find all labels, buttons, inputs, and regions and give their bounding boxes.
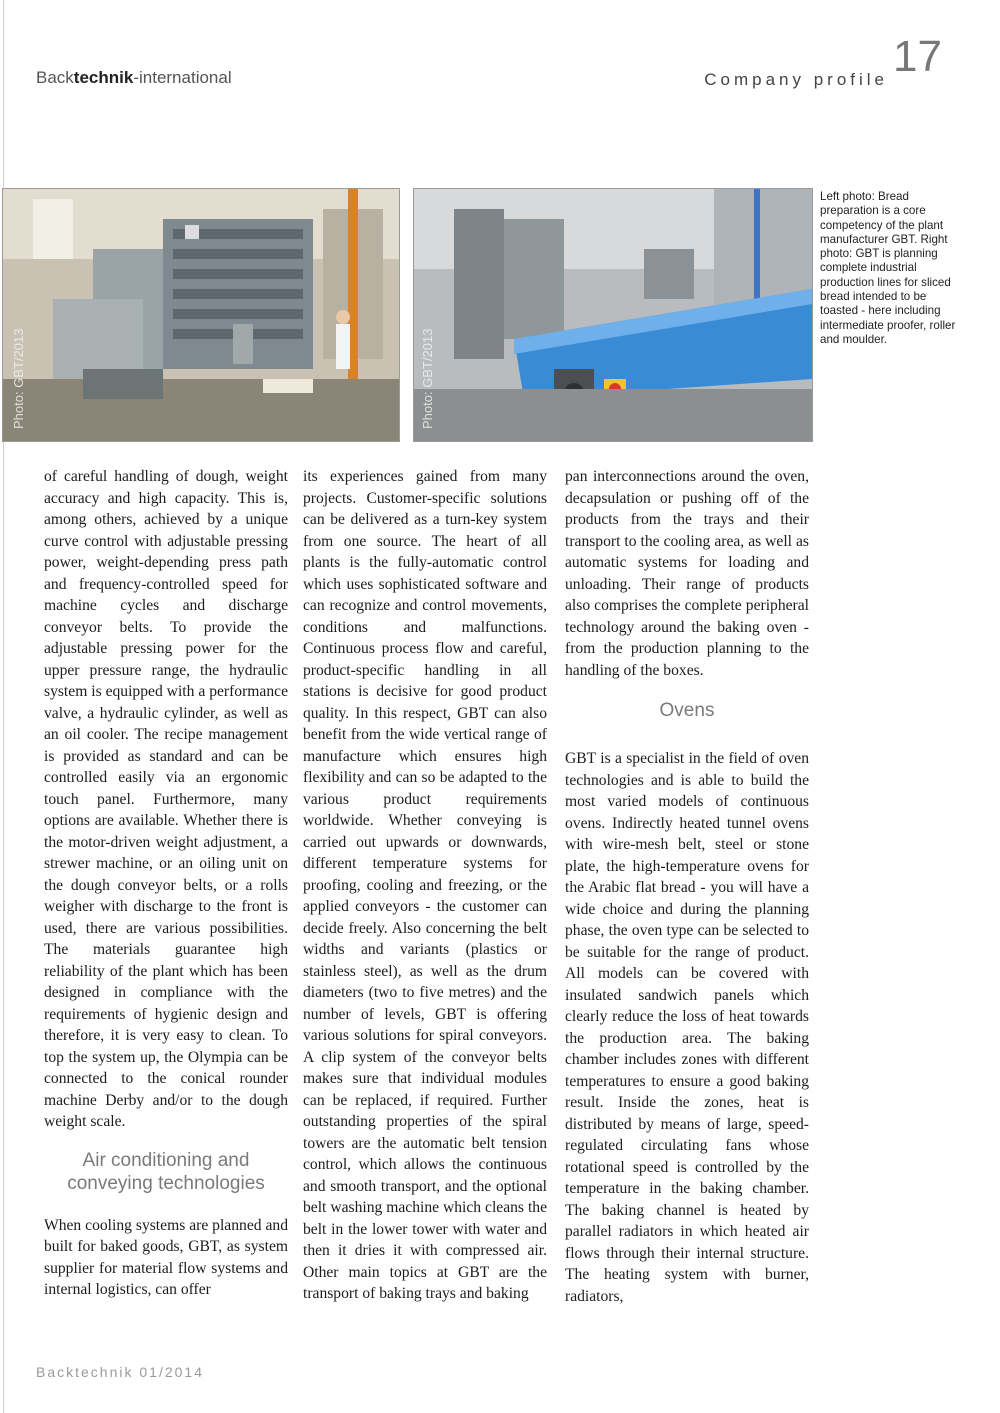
bakery-machine-illustration [3, 189, 399, 441]
column1-paragraph-1: of careful handling of dough, weight accuracy and high capacity. This is, among others, achieved by a unique curve control with adjustable pressing power, weight-depending press path and frequency-controlled speed for machine cycles and discharge conveyor belts. To provide the adjustable pressing power for the upper pressure range, the hydraulic system is equipped with a performance valve, a hydraulic cylinder, as well as an oil cooler. The recipe management is provided as standard and can be controlled easily via an ergonomic touch panel. Furthermore, many options are available. Whether there is the motor-driven weight adjustment, a strewer machine, or an oiling unit on the dough conveyor belts, or a rolls weigher with discharge to the front is used, there are various possibilities. The materials guarantee high reliability of the plant which has been designed in compliance with the requirements of hygienic design and therefore, it is very easy to clean. To top the system up, the Olympia can be connected to the conical rounder machine Derby and/or to the dough weight scale. [44, 468, 288, 1130]
heading-ovens: Ovens [659, 700, 715, 721]
brand-prefix: Back [36, 68, 74, 87]
text-column-1 [44, 466, 288, 1301]
production-line-illustration [414, 189, 812, 441]
photo-caption: Left photo: Bread preparation is a core competency of the plant manufacturer GBT. Right photo: GBT is planning complete industrial production lines for sliced bread intended to be toasted - here including intermediate proofer, roller and moulder. [820, 190, 956, 346]
brand-suffix: -international [133, 68, 232, 87]
column3-paragraph-2: GBT is a specialist in the field of oven technologies and is able to build the most varied models of continuous ovens. Indirectly heated tunnel ovens with wire-mesh belt, steel or stone plate, the high-temperature ovens for the Arabic flat bread - you will have a wide choice and during the planning phase, the oven type can be selected to be suitable for the range of product. All models can be covered with insulated sandwich panels which clearly reduce the loss of heat towards the production area. The baking chamber includes zones with different temperatures to ensure a good baking result. Inside the zones, heat is distributed by means of large, speed-regulated circulating fans whose rotational speed is controlled by the temperature in the baking chamber. The baking channel is heated by parallel radiators in which heated air flows through their internal structure. The heating system with burner, radiators, [565, 750, 809, 1305]
section-label: Company profile [704, 70, 888, 89]
column1-paragraph-2: When cooling systems are planned and built for baked goods, GBT, as system supplier for material flow systems and internal logistics, can offer [44, 1216, 288, 1298]
issue-footer: Backtechnik 01/2014 [36, 1364, 204, 1380]
page-number: 17 [893, 32, 942, 81]
photo-bread-preparation [2, 188, 400, 442]
text-column-2 [303, 466, 547, 1305]
magazine-masthead [36, 68, 232, 88]
column2-paragraph-1: its experiences gained from many projects. Customer-specific solutions can be delivered as a turn-key system from one source. The heart of all plants is the fully-automatic control which uses sophisticated software and can recognize and control movements, conditions and malfunctions. Continuous process flow and careful, product-specific handling in all stations is decisive for good product quality. In this respect, GBT can also benefit from the wide vertical range of manufacture which ensures high flexibility and can so be adapted to the various product requirements worldwide. Whether conveying is carried out upwards or downwards, different temperature systems for proofing, cooling and freezing, or the applied conveyors - the customer can decide freely. Also concerning the belt widths and variants (plastics or stainless steel), as well as the drum diameters (two to five metres) and the number of levels, GBT is offering various solutions for spiral conveyors. A clip system of the conveyor belts makes sure that individual modules can be replaced, if required. Further outstanding properties of the spiral towers are the automatic belt tension control, which allows the continuous and smooth transport, and the optional belt washing machine which cleans the belt in the lower tower with water and then it dries it with compressed air. Other main topics at GBT are the transport of baking trays and baking [303, 468, 547, 1302]
text-column-3 [565, 466, 809, 1307]
brand-bold: technik [73, 68, 134, 87]
heading-air-conditioning: Air conditioning and conveying technologies [67, 1149, 265, 1194]
photo-credit-left: Photo: GBT/2013 [11, 328, 26, 429]
photo-credit-right: Photo: GBT/2013 [420, 328, 435, 429]
column3-paragraph-1: pan interconnections around the oven, decapsulation or pushing off of the products from the trays and their transport to the cooling area, as well as automatic systems for loading and unloading. Their range of products also comprises the complete peripheral technology around the baking oven - from the production planning to the handling of the boxes. [565, 468, 809, 679]
photo-production-line [413, 188, 813, 442]
